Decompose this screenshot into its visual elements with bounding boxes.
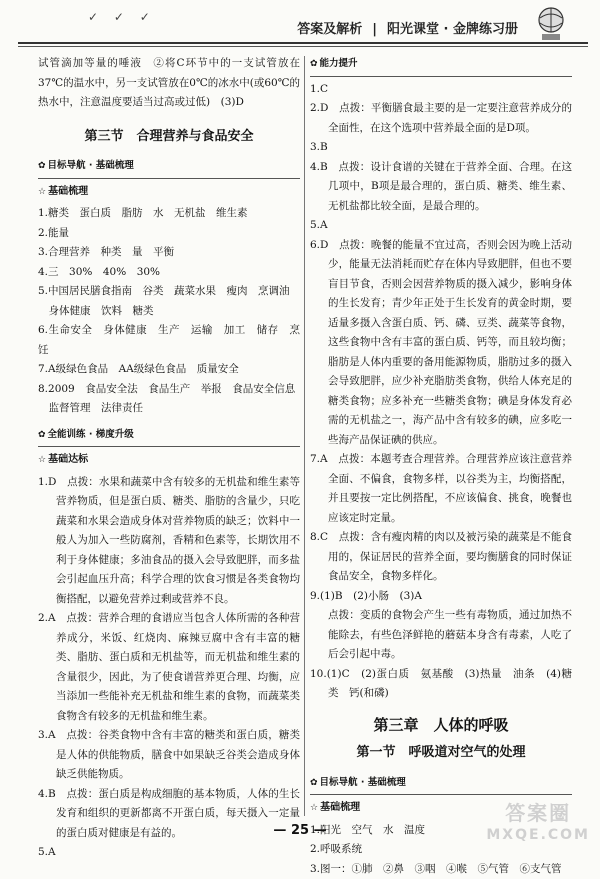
continued-answer: 试管滴加等量的唾液 ②将C环节中的一支试管放在37℃的温水中，另一支试管放在0℃的冰水中(或60℃的热水中，注意温度要适当过高或过低) (3)D: [38, 54, 300, 113]
subtag-basics-2: ☆ 基础梳理: [310, 798, 572, 819]
answer-item: 1.D 点拨：水果和蔬菜中含有较多的无机盐和维生素等营养物质，但是蛋白质、糖类、脂肪的含量少，只吃蔬菜和水果会造成身体对营养物质的缺乏；饮料中一般人为加入一些防腐剂，香精和色素等，长期饮用不利于身体健康；多油食品的摄入会导致肥胖，而多盐会引起血压升高；科学合理的饮食习惯是各类食物均衡搭配，以避免营养过剩或营养不良。: [38, 473, 300, 610]
subtag-basics: ☆ 基础梳理: [38, 182, 300, 203]
answer-list: [38, 473, 300, 863]
globe-logo-icon: [532, 4, 570, 44]
answer-item: 3.A 点拨：谷类食物中含有丰富的糖类和蛋白质，糖类是人体的供能物质，膳食中如果缺乏谷类会造成身体缺乏供能物质。: [38, 726, 300, 785]
list-item: 监督管理 法律责任: [38, 399, 300, 419]
answer-item: 6.D 点拨：晚餐的能量不宜过高，否则会因为晚上活动少，能量无法消耗而贮存在体内导致肥胖，但也不要盲目节食，否则会因营养物质的摄入减少，影响身体的生长发育；青少年正处于生长发育的黄金时期，要适量多摄入含蛋白质、钙、磷、豆类、蔬菜等食物，这些食物中含有丰富的蛋白质、钙等，而且较均衡；脂肪是人体内重要的备用能源物质，脂肪过多的摄入会导致肥胖，应少补充脂肪类食物，供给人体充足的糖类食物；应多补充一些糖类食物；碘是身体发育必需的无机盐之一，海产品中含有较多的碘，应多吃一些海产品保证碘的供应。: [310, 236, 572, 451]
answer-item: 5.A: [38, 843, 300, 863]
answer-item: 3.B: [310, 138, 572, 158]
star-icon: ☆: [38, 455, 46, 465]
nav-tag-basics: ✿ 目标导航 · 基础梳理: [38, 156, 300, 179]
page-number: — 25 —: [0, 823, 600, 838]
list-item: 2.呼吸系统: [310, 840, 572, 860]
nav-tag-basics-2: ✿ 目标导航 · 基础梳理: [310, 773, 572, 796]
answer-item: 2.D 点拨：平衡膳食最主要的是一定要注意营养成分的全面性，在这个选项中营养最全面的是D项。: [310, 99, 572, 138]
answer-item: 8.C 点拨：含有瘦肉精的肉以及被污染的蔬菜是不能食用的，保证居民的营养全面，要均衡膳食的同时保证食品安全，食物多样化。: [310, 528, 572, 587]
answer-item: 2.A 点拨：营养合理的食谱应当包含人体所需的各种营养成分，米饭、红烧肉、麻辣豆腐中含有丰富的糖类、脂肪、蛋白质和无机盐等，而无机盐和维生素的含量很少，因此，为了使食谱营养更合理、均衡，应当添加一些能补充无机盐和维生素的食物，而蔬菜类食物含有较多的无机盐和维生素。: [38, 609, 300, 726]
star-icon: ☆: [310, 803, 318, 813]
column-divider: [304, 56, 305, 816]
watermark-logo: 答案圈 MXQE.COM: [486, 802, 590, 846]
header-rule: [18, 42, 588, 44]
list-item: 7.A级绿色食品 AA级绿色食品 质量安全: [38, 360, 300, 380]
star-icon: ✿: [310, 59, 318, 69]
page-header: [18, 4, 588, 48]
list-item: 5.中国居民膳食指南 谷类 蔬菜水果 瘦肉 烹调油: [38, 282, 300, 302]
list-item: 3.图一：①肺 ②鼻 ③咽 ④喉 ⑤气管 ⑥支气管: [310, 860, 572, 879]
list-item: 8.2009 食品安全法 食品生产 举报 食品安全信息: [38, 380, 300, 400]
birds-decoration: ✓ ✓ ✓: [88, 10, 156, 24]
list-item: 4.三 30% 40% 30%: [38, 263, 300, 283]
answer-list: [310, 80, 572, 704]
header-rule-thin: [18, 46, 588, 47]
right-column: [310, 54, 572, 879]
header-right-title: 阳光课堂 · 金牌练习册: [387, 22, 518, 37]
answer-item: 7.A 点拨：本题考查合理营养。合理营养应该注意营养全面、不偏食，食物多样，以谷类为主，均衡搭配，并且要按一定比例搭配，不应该偏食、挑食，晚餐也应该定时定量。: [310, 450, 572, 528]
section-title-nutrition: 第三节 合理营养与食品安全: [38, 127, 300, 147]
list-item: 1.阳光 空气 水 温度: [310, 821, 572, 841]
star-icon: ✿: [38, 161, 46, 171]
section-title-respiration: 第一节 呼吸道对空气的处理: [310, 743, 572, 763]
list-item: 3.合理营养 种类 量 平衡: [38, 243, 300, 263]
star-icon: ✿: [38, 430, 46, 440]
answer-item: 5.A: [310, 216, 572, 236]
basics-list: [38, 204, 300, 419]
star-icon: ☆: [38, 187, 46, 197]
star-icon: ✿: [310, 778, 318, 788]
answer-item: 4.B 点拨：蛋白质是构成细胞的基本物质，人体的生长发育和组织的更新都离不开蛋白质，每天摄入一定量的蛋白质对健康是有益的。: [38, 785, 300, 844]
nav-tag-training: ✿ 全能训练 · 梯度升级: [38, 425, 300, 448]
header-title: 答案及解析 | 阳光课堂 · 金牌练习册: [297, 18, 518, 37]
header-left-title: 答案及解析: [297, 22, 362, 37]
chapter-title: 第三章 人体的呼吸: [310, 716, 572, 736]
answer-item: 1.C: [310, 80, 572, 100]
answer-note: 点拨：变质的食物会产生一些有毒物质，通过加热不能除去，有些色泽鲜艳的蘑菇本身含有毒素，人吃了后会引起中毒。: [310, 606, 572, 665]
subtag-standard: ☆ 基础达标: [38, 450, 300, 471]
list-item: 身体健康 饮料 糖类: [38, 302, 300, 322]
list-item: 1.糖类 蛋白质 脂肪 水 无机盐 维生素: [38, 204, 300, 224]
answer-item: 4.B 点拨：设计食谱的关键在于营养全面、合理。在这几项中，B项是最合理的，蛋白质、糖类、维生素、无机盐都比较全面，是最合理的。: [310, 158, 572, 217]
list-item: 2.能量: [38, 224, 300, 244]
nav-tag-ability: ✿ 能力提升: [310, 54, 572, 77]
answer-item: 9.(1)B (2)小肠 (3)A: [310, 587, 572, 607]
list-item: 6.生命安全 身体健康 生产 运输 加工 储存 烹饪: [38, 321, 300, 360]
left-column: [38, 54, 300, 863]
answer-item: 10.(1)C (2)蛋白质 氨基酸 (3)热量 油条 (4)糖类 钙(和磷): [310, 665, 572, 704]
